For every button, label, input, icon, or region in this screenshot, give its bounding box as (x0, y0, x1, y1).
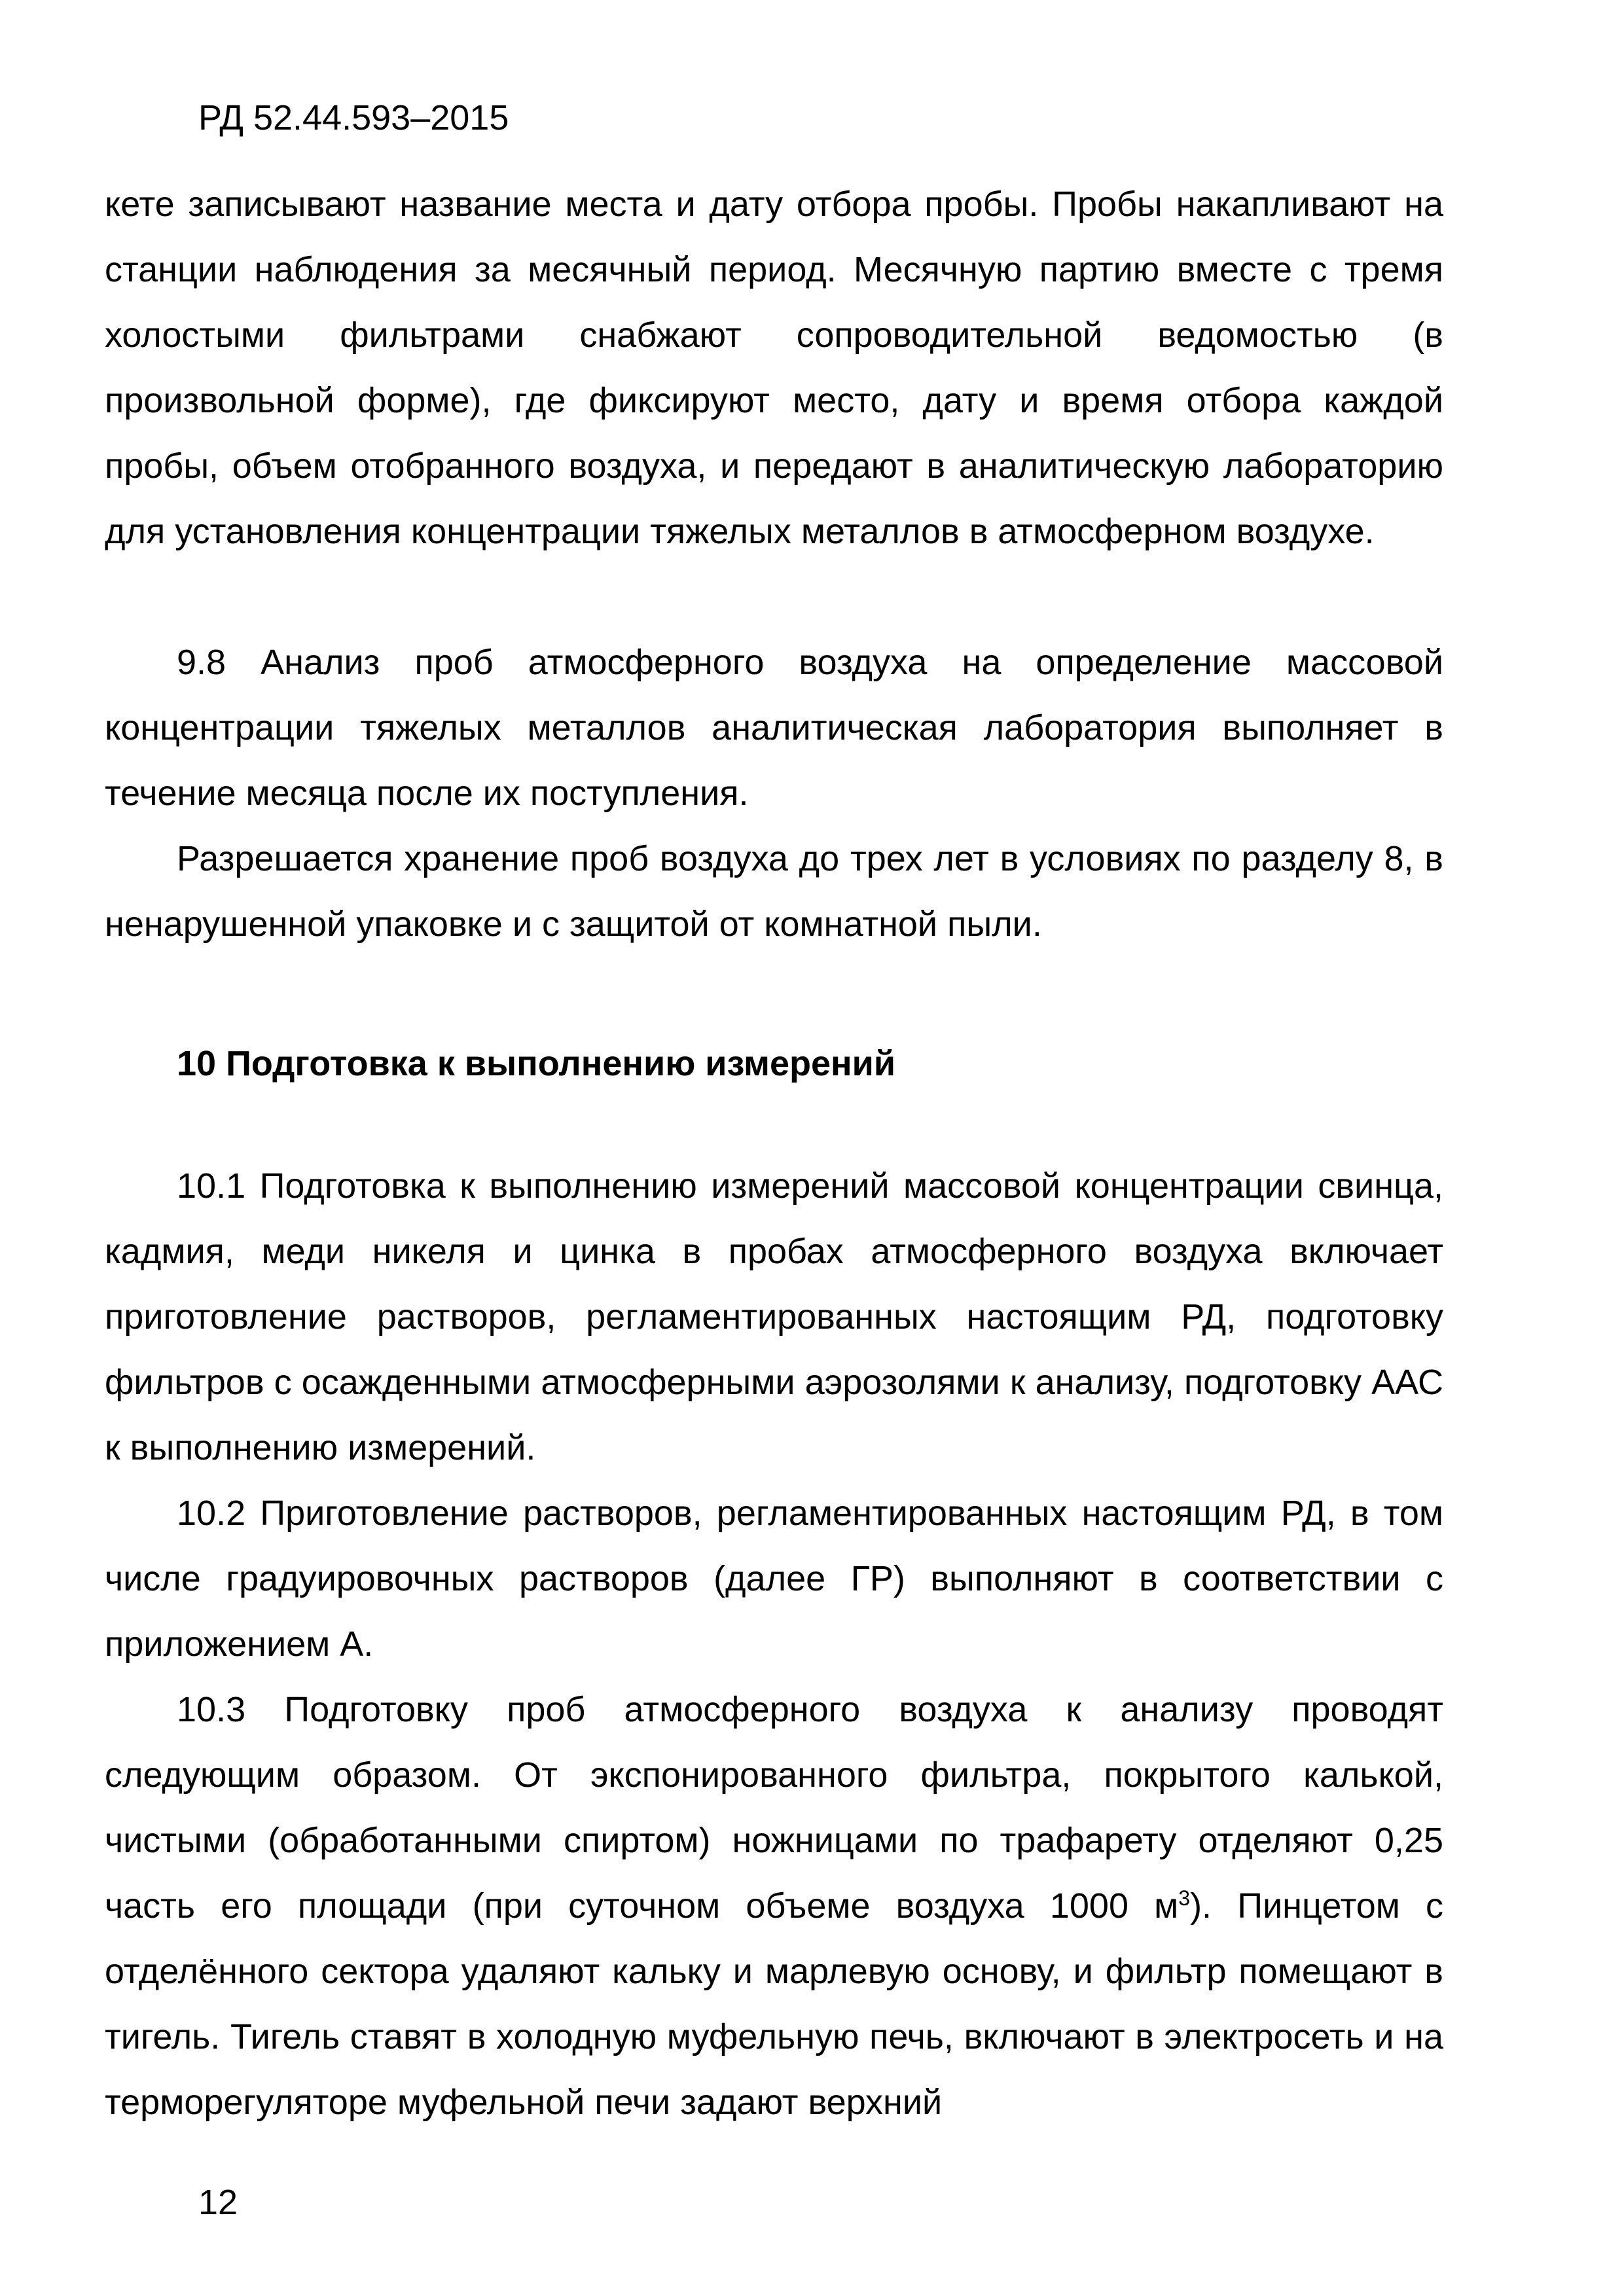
section-heading: 10 Подготовка к выполнению измерений (177, 1044, 896, 1083)
paragraph-9-8: 9.8 Анализ проб атмосферного воздуха на определение массовой концентрации тяжелых металлов аналитическая лаборатория выполняет в течение месяца после их поступления. (105, 643, 1443, 813)
cubic-superscript: 3 (1178, 1886, 1191, 1910)
paragraph-10-3 (105, 1677, 1443, 2135)
paragraph-continuation: кете записывают название места и дату отбора пробы. Пробы накапливают на станции наблюдения за месячный период. Месячную партию вместе с тремя холостыми фильтрами снабжают сопроводительной ведомостью (в произвольной форме), где фиксируют место, дату и время отбора каждой пробы, объем отобранного воздуха, и передают в аналитическую лабораторию для установления концентрации тяжелых металлов в атмосферном воздухе. (105, 185, 1443, 551)
page-number: 12 (198, 2183, 238, 2222)
paragraph-storage: Разрешается хранение проб воздуха до трех лет в условиях по разделу 8, в ненарушенной упаковке и с защитой от комнатной пыли. (105, 839, 1443, 944)
document-code: РД 52.44.593–2015 (198, 98, 509, 137)
paragraph-10-3-text-start: 10.3 Подготовку проб атмосферного воздуха к анализу проводят следующим образом. От экспонированного фильтра, покрытого калькой, чистыми (обработанными спиртом) ножницами по трафарету отделяют 0,25 часть его площади (при суточном объеме воздуха 1000 м (105, 1690, 1443, 1926)
paragraph-10-3-text-end: ). Пинцетом с отделённого сектора удаляют кальку и марлевую основу, и фильтр помещают в тигель. Тигель ставят в холодную муфельную печь, включают в электросеть и на терморегуляторе муфельной печи задают верхний (105, 1886, 1444, 2122)
paragraph-10-1: 10.1 Подготовка к выполнению измерений массовой концентрации свинца, кадмия, меди никеля и цинка в пробах атмосферного воздуха включает приготовление растворов, регламентированных настоящим РД, подготовку фильтров с осажденными атмосферными аэрозолями к анализу, подготовку ААС к выполнению измерений. (105, 1166, 1443, 1467)
paragraph-10-2: 10.2 Приготовление растворов, регламентированных настоящим РД, в том числе градуировочных растворов (далее ГР) выполняют в соответствии с приложением А. (105, 1494, 1443, 1664)
